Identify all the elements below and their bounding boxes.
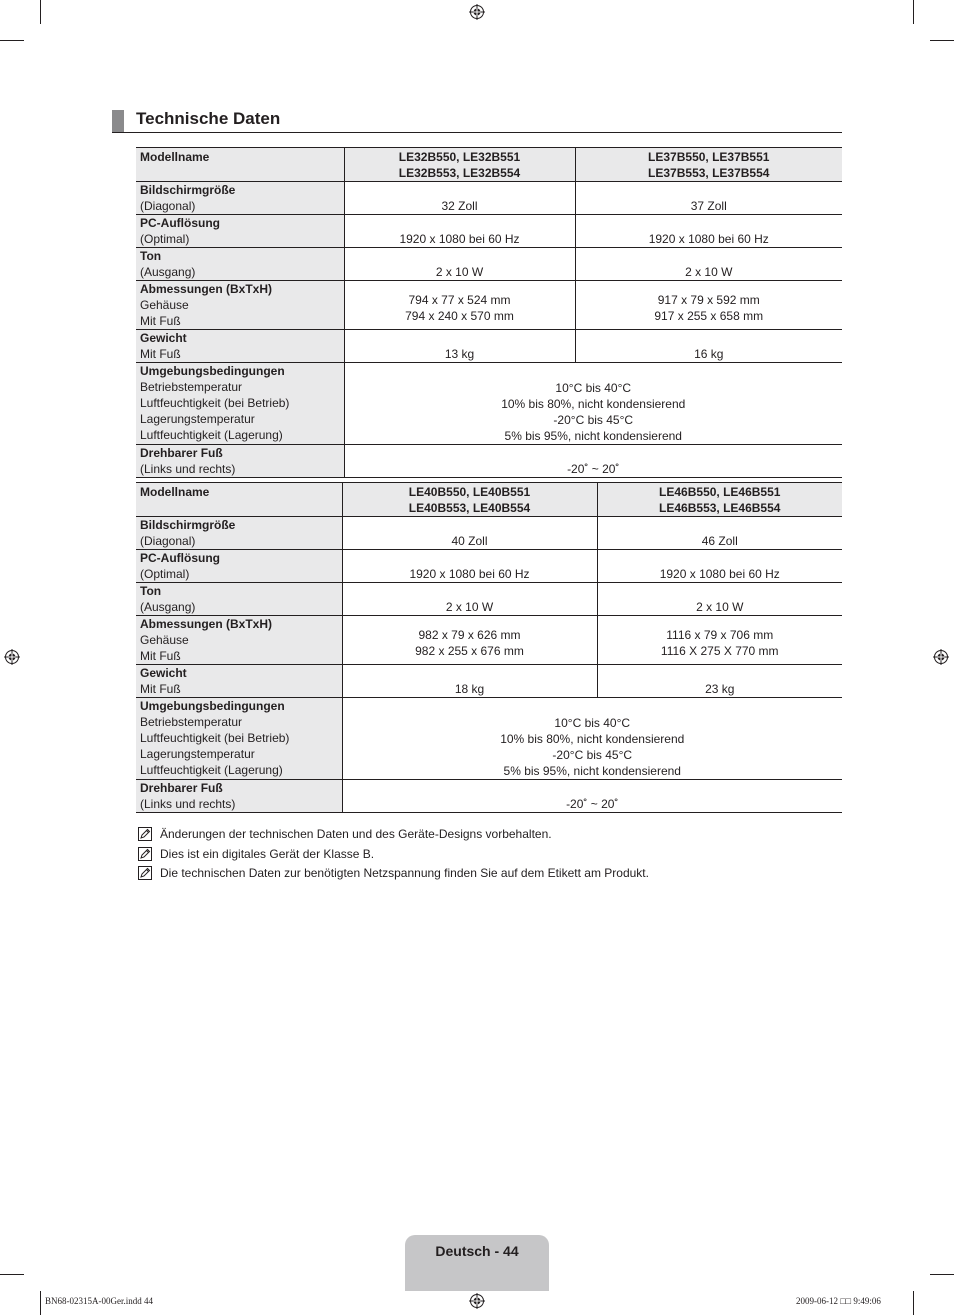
cell-value: 2 x 10 W [597, 583, 842, 616]
table-row [136, 215, 842, 248]
header-models-col2: LE37B550, LE37B551 LE37B553, LE37B554 [575, 148, 842, 182]
registration-mark-icon [469, 1293, 485, 1309]
note-item [138, 865, 649, 885]
cell-value: 794 x 77 x 524 mm 794 x 240 x 570 mm [344, 281, 575, 330]
row-label: Gewicht Mit Fuß [136, 330, 344, 363]
note-item [138, 826, 649, 846]
table-row [136, 780, 842, 813]
page-title: Technische Daten [136, 109, 281, 128]
table-row [136, 665, 842, 698]
crop-mark [913, 0, 914, 24]
row-label: Umgebungsbedingungen Betriebstemperatur Luftfeuchtigkeit (bei Betrieb) Lagerungstemperatur Luftfeuchtigkeit (Lagerung) [136, 698, 342, 780]
table-row [136, 583, 842, 616]
cell-value: 1920 x 1080 bei 60 Hz [575, 215, 842, 248]
footer-datetime: 2009-06-12 □□ 9:49:06 [796, 1296, 881, 1306]
cell-value: 1116 x 79 x 706 mm 1116 X 275 X 770 mm [597, 616, 842, 665]
row-label: Bildschirmgröße (Diagonal) [136, 182, 344, 215]
table-row [136, 445, 842, 478]
cell-value: -20˚ ~ 20˚ [342, 780, 842, 813]
table-row [136, 698, 842, 780]
note-pencil-icon [138, 827, 152, 841]
cell-value: 10°C bis 40°C 10% bis 80%, nicht kondensierend -20°C bis 45°C 5% bis 95%, nicht kondensierend [342, 698, 842, 780]
section-header [112, 108, 842, 133]
note-item [138, 846, 649, 866]
header-models-col2: LE46B550, LE46B551 LE46B553, LE46B554 [597, 483, 842, 517]
table-row [136, 517, 842, 550]
cell-value: 46 Zoll [597, 517, 842, 550]
header-label: Modellname [136, 483, 342, 517]
note-text: Änderungen der technischen Daten und des Geräte-Designs vorbehalten. [160, 827, 552, 841]
crop-mark [40, 0, 41, 24]
row-label: Gewicht Mit Fuß [136, 665, 342, 698]
spec-table-2 [136, 482, 842, 813]
spec-table-1 [136, 147, 842, 478]
table-header-row [136, 148, 842, 182]
footer-file-name: BN68-02315A-00Ger.indd 44 [45, 1296, 153, 1306]
row-label: Drehbarer Fuß (Links und rechts) [136, 445, 344, 478]
header-label: Modellname [136, 148, 344, 182]
crop-mark [913, 1291, 914, 1315]
cell-value: 2 x 10 W [575, 248, 842, 281]
table-row [136, 330, 842, 363]
table-row [136, 182, 842, 215]
note-pencil-icon [138, 847, 152, 861]
note-pencil-icon [138, 866, 152, 880]
crop-mark [0, 1274, 24, 1275]
note-text: Die technischen Daten zur benötigten Netzspannung finden Sie auf dem Etikett am Produkt. [160, 866, 649, 880]
cell-value: 16 kg [575, 330, 842, 363]
row-label: Abmessungen (BxTxH) Gehäuse Mit Fuß [136, 616, 342, 665]
cell-value: 1920 x 1080 bei 60 Hz [342, 550, 597, 583]
registration-mark-icon [469, 4, 485, 20]
cell-value: 18 kg [342, 665, 597, 698]
row-label: PC-Auflösung (Optimal) [136, 215, 344, 248]
table-row [136, 281, 842, 330]
cell-value: 1920 x 1080 bei 60 Hz [597, 550, 842, 583]
cell-value: 37 Zoll [575, 182, 842, 215]
cell-value: 23 kg [597, 665, 842, 698]
registration-mark-icon [4, 649, 20, 665]
cell-value: -20˚ ~ 20˚ [344, 445, 842, 478]
row-label: Abmessungen (BxTxH) Gehäuse Mit Fuß [136, 281, 344, 330]
cell-value: 13 kg [344, 330, 575, 363]
section-marker [112, 110, 124, 132]
cell-value: 32 Zoll [344, 182, 575, 215]
row-label: Ton (Ausgang) [136, 583, 342, 616]
cell-value: 2 x 10 W [342, 583, 597, 616]
note-text: Dies ist ein digitales Gerät der Klasse B. [160, 846, 375, 861]
cell-value: 1920 x 1080 bei 60 Hz [344, 215, 575, 248]
cell-value: 917 x 79 x 592 mm 917 x 255 x 658 mm [575, 281, 842, 330]
cell-value: 2 x 10 W [344, 248, 575, 281]
crop-mark [40, 1291, 41, 1315]
crop-mark [930, 40, 954, 41]
table-row [136, 248, 842, 281]
table-row [136, 363, 842, 445]
page-number-tab [405, 1235, 549, 1291]
cell-value: 982 x 79 x 626 mm 982 x 255 x 676 mm [342, 616, 597, 665]
table-row [136, 550, 842, 583]
row-label: Bildschirmgröße (Diagonal) [136, 517, 342, 550]
header-models-col1: LE32B550, LE32B551 LE32B553, LE32B554 [344, 148, 575, 182]
cell-value: 10°C bis 40°C 10% bis 80%, nicht kondensierend -20°C bis 45°C 5% bis 95%, nicht kondensierend [344, 363, 842, 445]
cell-value: 40 Zoll [342, 517, 597, 550]
crop-mark [0, 40, 24, 41]
notes-list [138, 826, 649, 885]
crop-mark [930, 1274, 954, 1275]
row-label: Drehbarer Fuß (Links und rechts) [136, 780, 342, 813]
table-header-row [136, 483, 842, 517]
page-number: Deutsch - 44 [435, 1243, 519, 1259]
row-label: Umgebungsbedingungen Betriebstemperatur Luftfeuchtigkeit (bei Betrieb) Lagerungstemperatur Luftfeuchtigkeit (Lagerung) [136, 363, 344, 445]
table-row [136, 616, 842, 665]
header-models-col1: LE40B550, LE40B551 LE40B553, LE40B554 [342, 483, 597, 517]
row-label: PC-Auflösung (Optimal) [136, 550, 342, 583]
registration-mark-icon [933, 649, 949, 665]
row-label: Ton (Ausgang) [136, 248, 344, 281]
